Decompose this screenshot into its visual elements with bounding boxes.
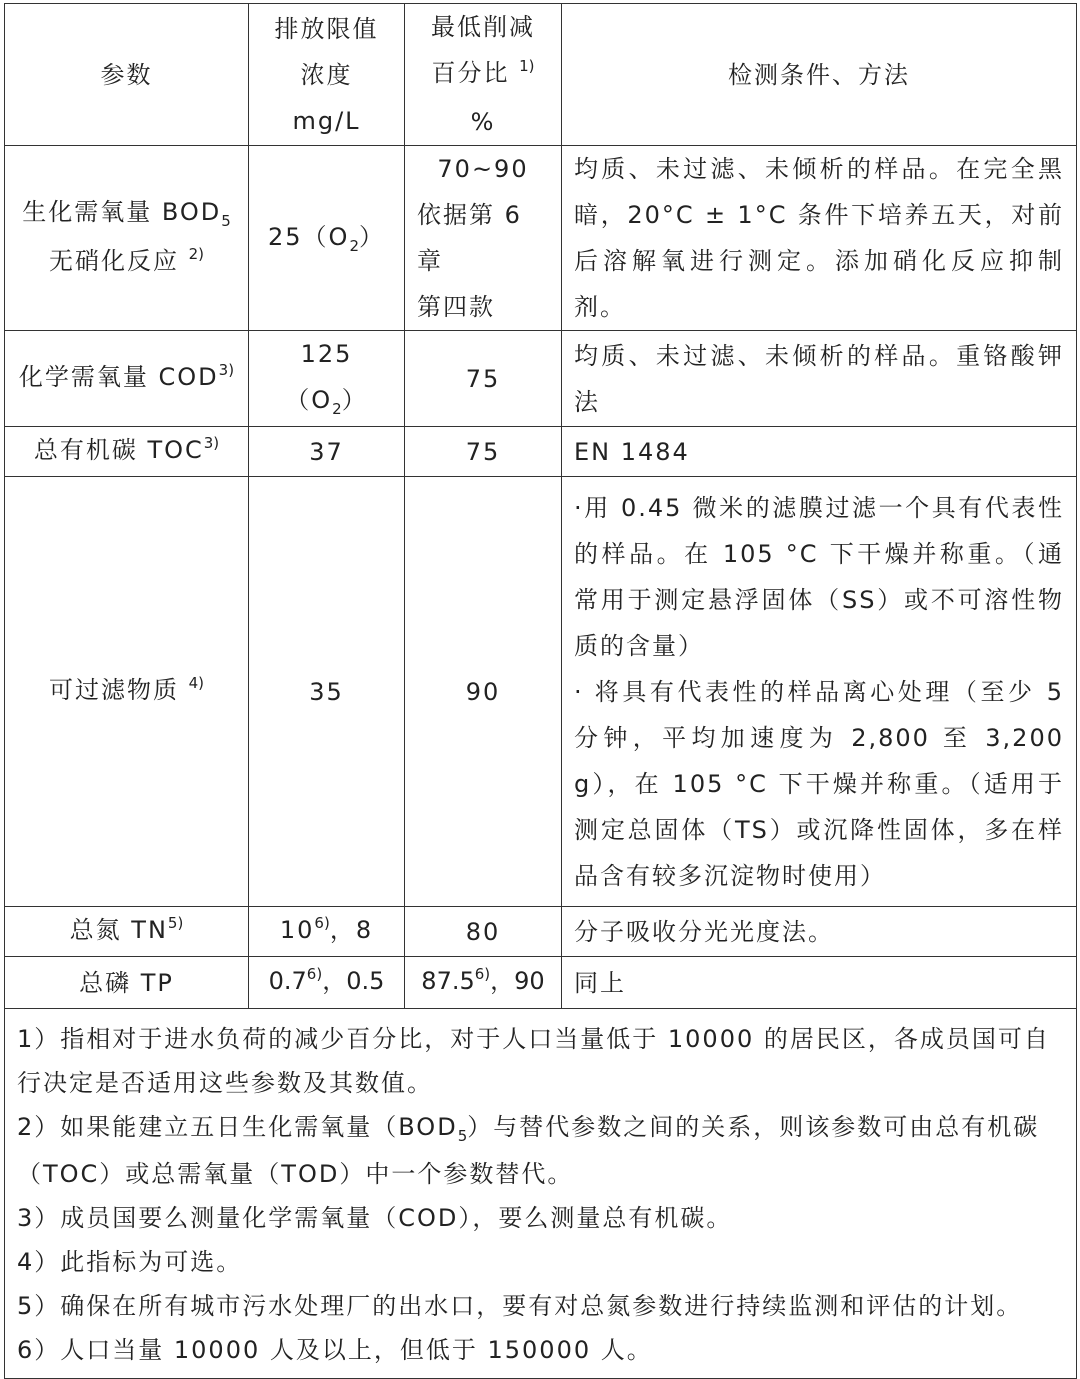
header-min-unit: % — [470, 108, 496, 136]
method-cell: 均质、未过滤、未倾析的样品。重铬酸钾法 — [562, 331, 1077, 427]
footnotes — [5, 1009, 1077, 1379]
param-filterable-footnote: 4) — [188, 674, 205, 692]
method-option-1: ·用 0.45 微米的滤膜过滤一个具有代表性的样品。在 105 °C 下干燥并称重。（通常用于测定悬浮固体（SS）或不可溶性物质的含量） — [574, 493, 1064, 660]
footnote-6: 6）人口当量 10000 人及以上，但低于 150000 人。 — [17, 1336, 653, 1364]
footnote-2-sub: 5 — [457, 1127, 468, 1145]
footnote-2-text-a: 2）如果能建立五日生化需氧量（BOD — [17, 1113, 458, 1141]
table-header-row — [5, 4, 1077, 146]
min-cell — [405, 957, 562, 1009]
limit-value: 0.7 — [268, 967, 307, 995]
table-row — [5, 957, 1077, 1009]
footnote-2 — [17, 1105, 1066, 1196]
header-limit-unit: mg/L — [292, 106, 361, 135]
param-bod-line1 — [17, 189, 236, 238]
notes-row — [5, 1009, 1077, 1379]
param-cell — [5, 907, 249, 957]
header-limit-line2: 浓度 — [300, 60, 353, 89]
header-min-line2-wrap — [417, 50, 549, 99]
param-toc-text: 总有机碳 TOC — [33, 436, 204, 464]
param-cell — [5, 331, 249, 427]
min-value-2: ，90 — [490, 967, 545, 995]
limit-cell — [249, 331, 405, 427]
limit-close: ） — [341, 386, 368, 414]
method-cell: 同上 — [562, 957, 1077, 1009]
table-row — [5, 477, 1077, 907]
min-cell: 90 — [405, 477, 562, 907]
limit-value: 10 — [279, 916, 315, 944]
header-limit — [249, 4, 405, 146]
table-row — [5, 331, 1077, 427]
limit-value: 125（O — [285, 340, 353, 414]
param-bod-qualifier: 无硝化反应 — [48, 247, 179, 275]
param-bod-text: 生化需氧量 BOD — [22, 198, 222, 226]
discharge-standards-table — [4, 3, 1077, 1379]
header-min-reduction — [405, 4, 562, 146]
header-parameter: 参数 — [5, 4, 249, 146]
table-row — [5, 146, 1077, 331]
limit-sub: 2 — [332, 400, 342, 418]
method-cell: 分子吸收分光光度法。 — [562, 907, 1077, 957]
limit-cell: 35 — [249, 477, 405, 907]
table-row — [5, 427, 1077, 477]
param-cell — [5, 477, 249, 907]
min-value: 87.5 — [421, 967, 475, 995]
param-cell — [5, 146, 249, 331]
limit-footnote: 6) — [314, 914, 330, 932]
limit-cell: 37 — [249, 427, 405, 477]
min-reference-1: 依据第 6 章 — [417, 201, 522, 275]
limit-footnote: 6) — [306, 965, 323, 983]
param-bod-sub: 5 — [221, 212, 231, 230]
method-option-2: · 将具有代表性的样品离心处理（至少 5 分钟，平均加速度为 2,800 至 3,200 g），在 105 °C 下干燥并称重。（适用于测定总固体（TS）或沉降性固体，多在样品含有较多沉淀物时使用） — [574, 677, 1064, 890]
limit-cell — [249, 146, 405, 331]
min-reference-2: 第四款 — [417, 293, 495, 321]
param-bod-footnote: 2) — [188, 245, 205, 263]
min-range: 70~90 — [437, 155, 529, 183]
method-cell — [562, 477, 1077, 907]
header-min-footnote: 1) — [519, 57, 535, 75]
param-bod-line2 — [17, 238, 236, 287]
footnote-5: 5）确保在所有城市污水处理厂的出水口，要有对总氮参数进行持续监测和评估的计划。 — [17, 1292, 1023, 1320]
limit-cell — [249, 957, 405, 1009]
footnote-4: 4）此指标为可选。 — [17, 1248, 243, 1276]
footnote-2-text-b: ）与替代参数之间的关系，则该参数可由总有机碳（TOC）或总需氧量（TOD）中一个参数替代。 — [17, 1113, 1040, 1188]
table-row — [5, 907, 1077, 957]
param-cell — [5, 427, 249, 477]
header-method: 检测条件、方法 — [562, 4, 1077, 146]
limit-value-2: ，8 — [329, 916, 374, 944]
min-cell: 75 — [405, 427, 562, 477]
param-cod-text: 化学需氧量 COD — [18, 363, 219, 391]
footnote-3: 3）成员国要么测量化学需氧量（COD），要么测量总有机碳。 — [17, 1204, 733, 1232]
min-cell — [405, 146, 562, 331]
min-cell: 75 — [405, 331, 562, 427]
limit-cell — [249, 907, 405, 957]
param-tn-footnote: 5) — [167, 914, 184, 932]
limit-close: ） — [358, 222, 385, 251]
limit-sub: 2 — [349, 236, 359, 255]
min-cell: 80 — [405, 907, 562, 957]
param-toc-footnote: 3) — [203, 434, 220, 452]
param-cell: 总磷 TP — [5, 957, 249, 1009]
method-cell: 均质、未过滤、未倾析的样品。在完全黑暗，20°C ± 1°C 条件下培养五天，对前后溶解氧进行测定。添加硝化反应抑制剂。 — [562, 146, 1077, 331]
header-min-line2: 百分比 — [431, 59, 510, 87]
header-min-line1: 最低削减 — [431, 13, 535, 41]
limit-value-2: ，0.5 — [322, 967, 385, 995]
header-limit-line1: 排放限值 — [274, 14, 379, 43]
param-cod-footnote: 3) — [218, 361, 235, 379]
min-footnote: 6) — [474, 965, 491, 983]
limit-value: 25（O — [268, 222, 350, 251]
param-tn-text: 总氮 TN — [69, 916, 168, 944]
footnote-1: 1）指相对于进水负荷的减少百分比，对于人口当量低于 10000 的居民区，各成员国可自行决定是否适用这些参数及其数值。 — [17, 1025, 1050, 1097]
param-filterable-text: 可过滤物质 — [48, 676, 179, 704]
method-cell: EN 1484 — [562, 427, 1077, 477]
